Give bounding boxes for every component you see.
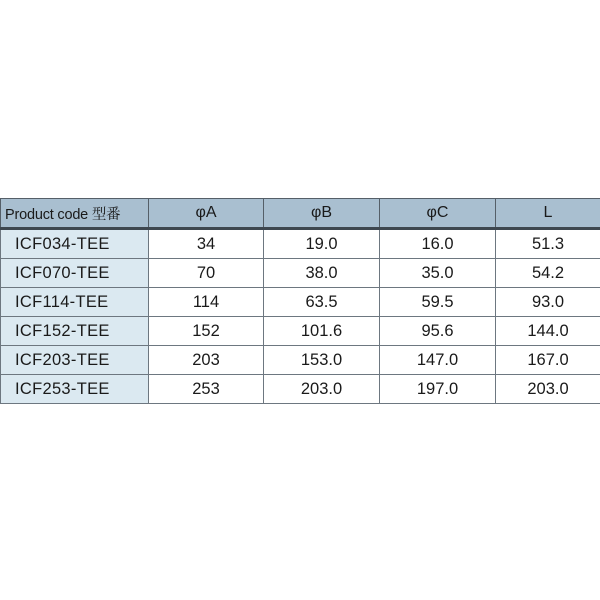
product-code-cell: ICF070-TEE	[1, 259, 149, 288]
phi-b-cell: 63.5	[264, 288, 380, 317]
phi-c-cell: 197.0	[380, 375, 496, 404]
length-l-cell: 51.3	[496, 229, 600, 259]
header-phi-a: φA	[149, 199, 264, 229]
phi-b-cell: 203.0	[264, 375, 380, 404]
length-l-cell: 167.0	[496, 346, 600, 375]
phi-b-cell: 153.0	[264, 346, 380, 375]
header-product-code: Product code 型番	[1, 199, 149, 229]
phi-c-cell: 16.0	[380, 229, 496, 259]
table-header-row	[1, 199, 600, 229]
length-l-cell: 144.0	[496, 317, 600, 346]
length-l-cell: 54.2	[496, 259, 600, 288]
header-length-l: L	[496, 199, 600, 229]
length-l-cell: 93.0	[496, 288, 600, 317]
table-row	[1, 346, 600, 375]
spec-table	[0, 198, 600, 404]
phi-c-cell: 35.0	[380, 259, 496, 288]
table-row	[1, 375, 600, 404]
table-row	[1, 259, 600, 288]
phi-c-cell: 59.5	[380, 288, 496, 317]
phi-a-cell: 203	[149, 346, 264, 375]
length-l-cell: 203.0	[496, 375, 600, 404]
phi-c-cell: 147.0	[380, 346, 496, 375]
product-code-cell: ICF152-TEE	[1, 317, 149, 346]
phi-b-cell: 38.0	[264, 259, 380, 288]
phi-a-cell: 152	[149, 317, 264, 346]
phi-c-cell: 95.6	[380, 317, 496, 346]
phi-b-cell: 101.6	[264, 317, 380, 346]
phi-a-cell: 34	[149, 229, 264, 259]
product-code-cell: ICF203-TEE	[1, 346, 149, 375]
phi-a-cell: 70	[149, 259, 264, 288]
product-code-cell: ICF114-TEE	[1, 288, 149, 317]
table-row	[1, 317, 600, 346]
table-row	[1, 229, 600, 259]
product-code-cell: ICF034-TEE	[1, 229, 149, 259]
header-phi-c: φC	[380, 199, 496, 229]
table-row	[1, 288, 600, 317]
product-code-cell: ICF253-TEE	[1, 375, 149, 404]
phi-a-cell: 253	[149, 375, 264, 404]
phi-a-cell: 114	[149, 288, 264, 317]
header-phi-b: φB	[264, 199, 380, 229]
phi-b-cell: 19.0	[264, 229, 380, 259]
